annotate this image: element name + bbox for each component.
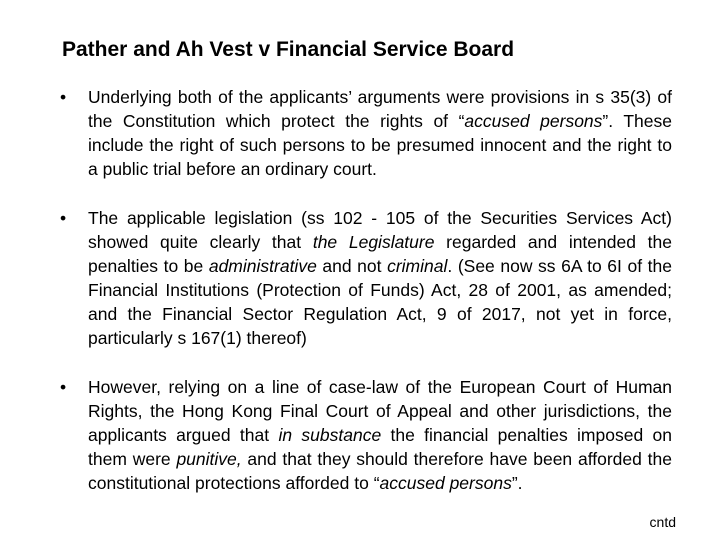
bullet-item [60,375,672,495]
text-segment: . (See now ss 6A to 6I of the Financial Institutions (Protection of Funds) Act, 28 of 2001, as amended; and the Financial Sector Regulation Act, 9 of 2017, not yet in force, particularly s 167(1) thereof) [88,256,672,348]
bullet-item [60,206,672,350]
text-segment: Underlying both of the applicants’ arguments were provisions in s 35(3) of the Constitution which protect the rights of “ [88,87,672,131]
bullet-dot-icon: • [60,208,67,228]
text-segment: ”. These include the right of such persons to be presumed innocent and the right to a public trial before an ordinary court. [88,111,672,179]
italic-text-segment: the Legislature [312,232,435,252]
italic-text-segment: criminal [387,256,448,276]
bullet-text [88,377,672,493]
text-segment: and not [316,256,388,276]
italic-text-segment: accused persons [379,473,512,493]
italic-text-segment: punitive, [176,449,242,469]
bullet-text [88,87,672,179]
text-segment: ”. [511,473,523,493]
italic-text-segment: in substance [278,425,382,445]
bullet-dot-icon: • [60,87,67,107]
continued-label: cntd [649,514,676,530]
italic-text-segment: accused persons [464,111,603,131]
bullet-text [88,208,672,348]
text-segment: The applicable legislation (ss 102 - 105 of the Securities Services Act) showed quite clearly that [88,208,672,252]
text-segment: However, relying on a line of case-law of the European Court of Human Rights, the Hong Kong Final Court of Appeal and other jurisdictions, the applicants argued that [88,377,672,445]
bullet-dot-icon: • [60,377,67,397]
italic-text-segment: administrative [208,256,317,276]
slide-title: Pather and Ah Vest v Financial Service Board [62,38,515,61]
bullet-list [60,85,672,495]
text-segment: regarded and intended the penalties to be [88,232,672,276]
bullet-item [60,85,672,181]
text-segment: and that they should therefore have been afforded the constitutional protections afforded to “ [88,449,672,493]
text-segment: the financial penalties imposed on them were [88,425,672,469]
